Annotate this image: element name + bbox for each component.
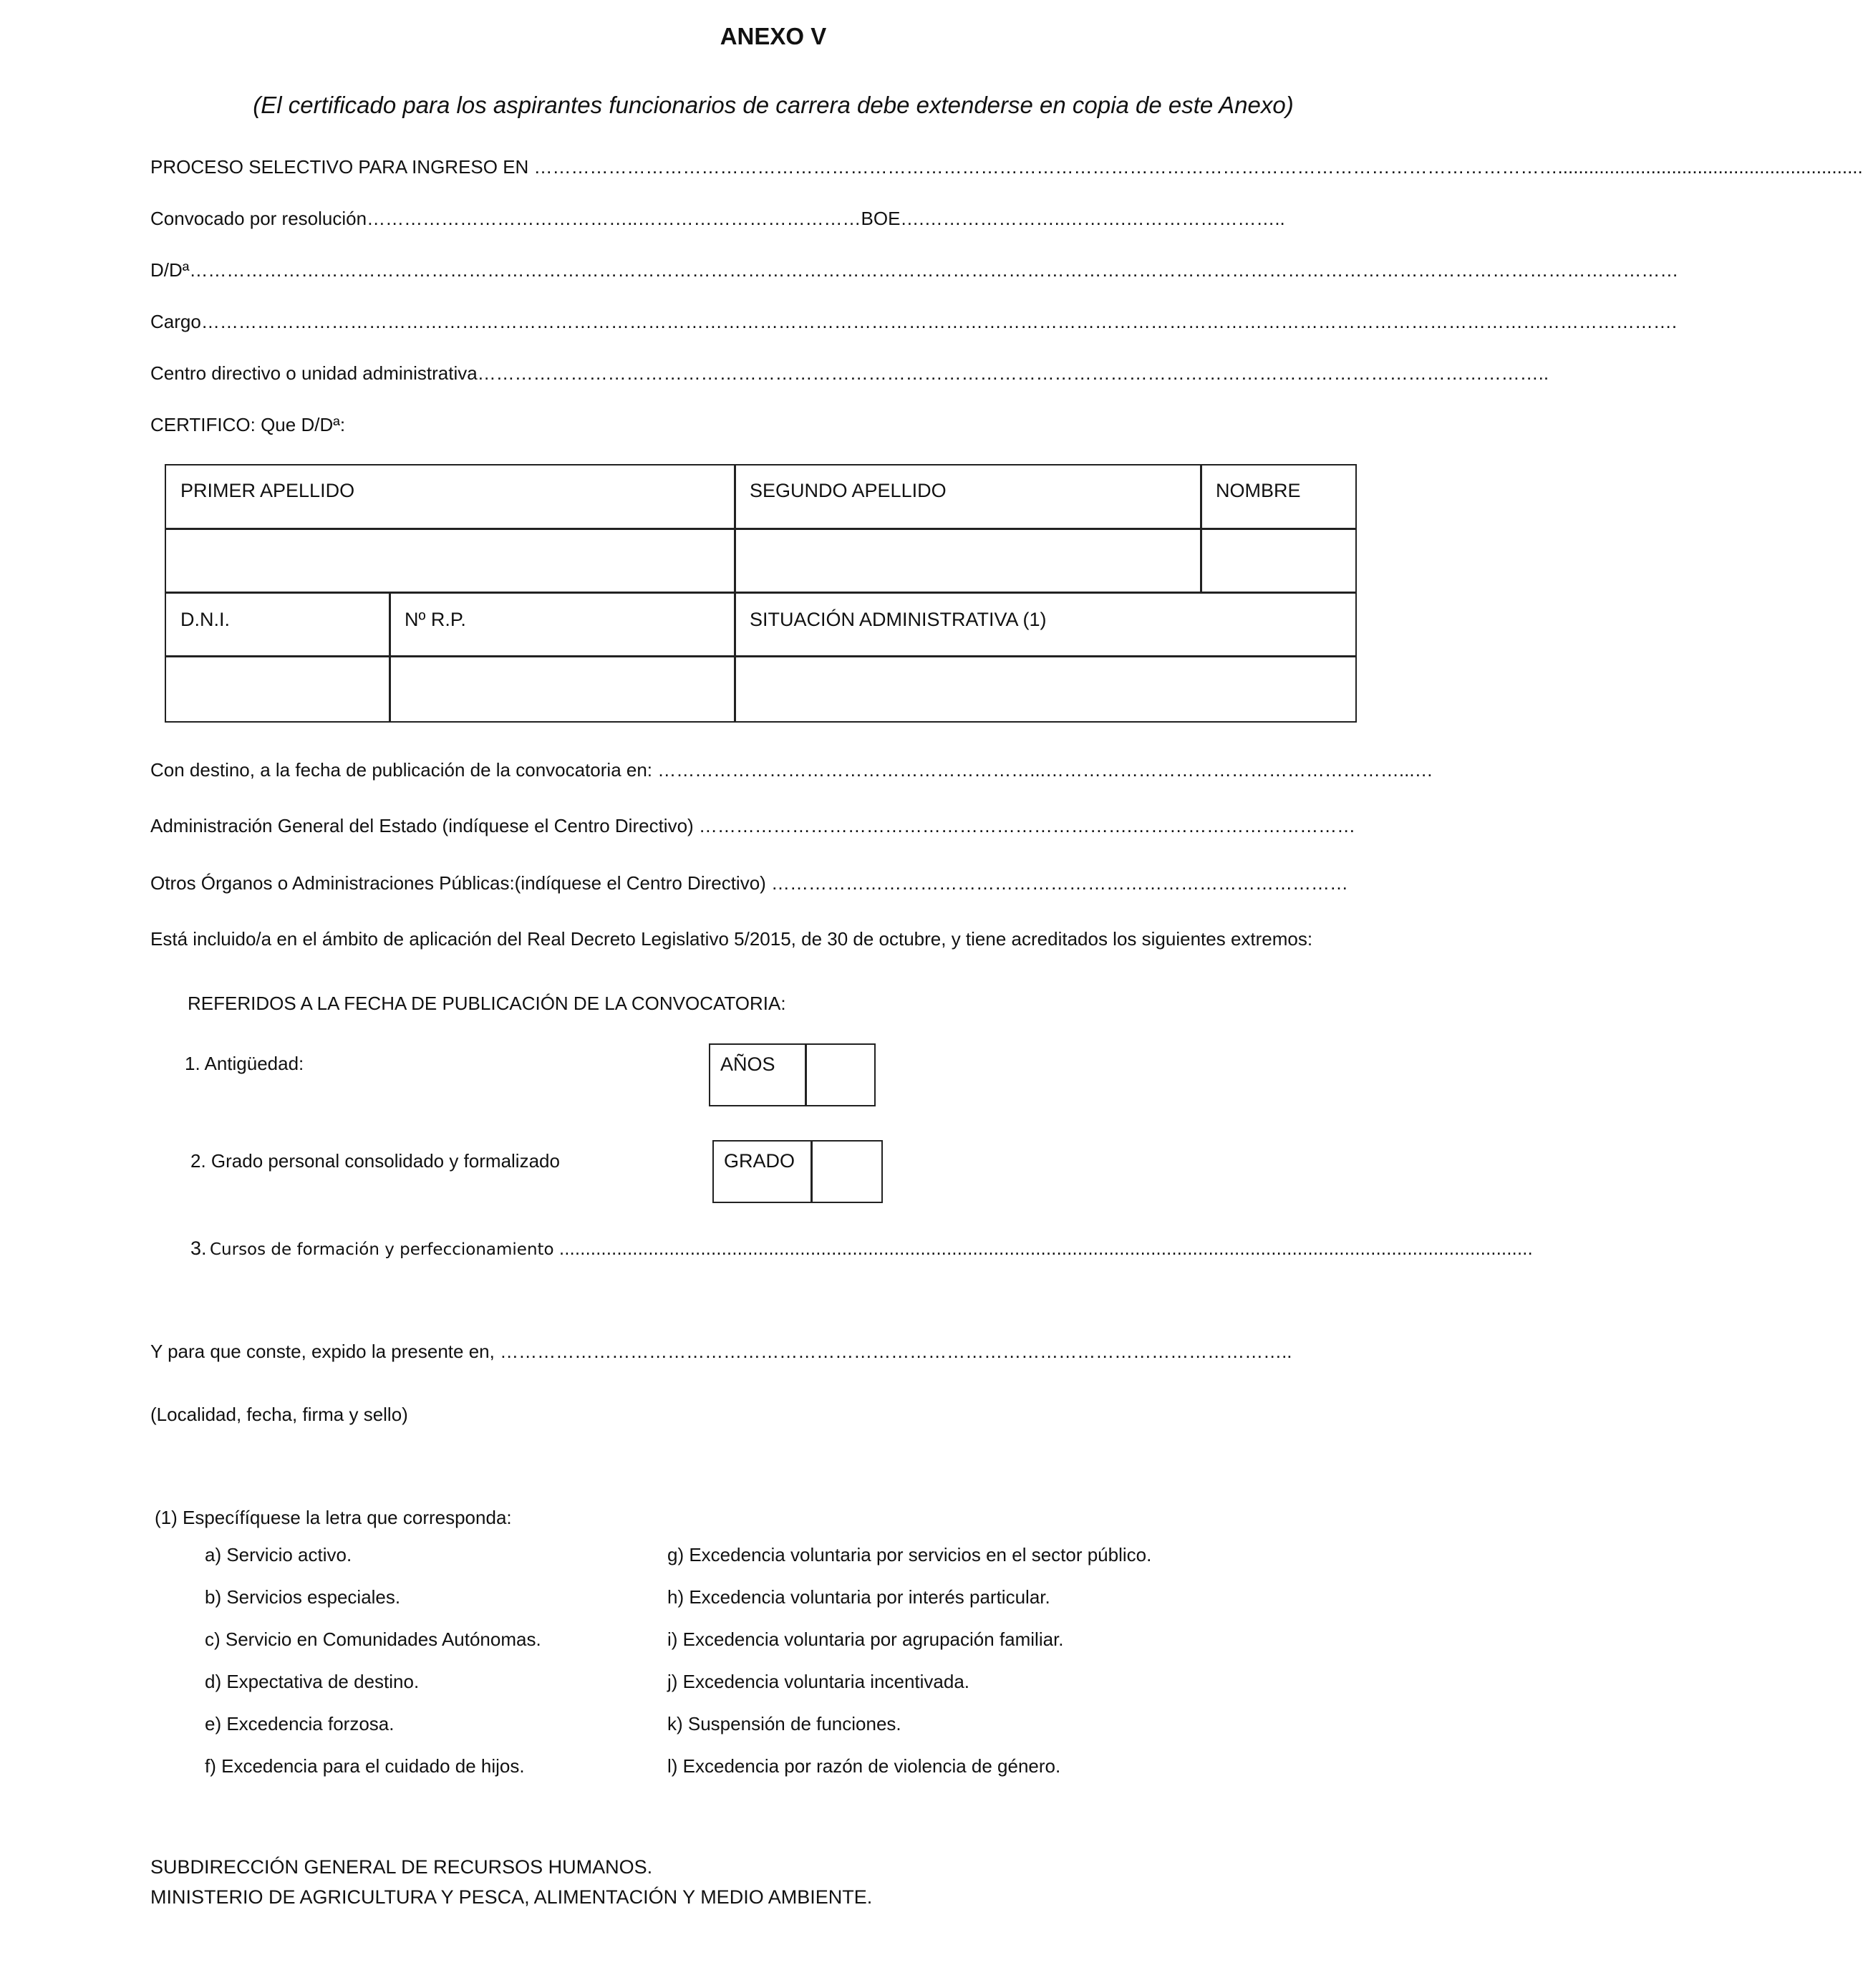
note-item: e) Excedencia forzosa.	[205, 1713, 395, 1734]
cell-primer-apellido	[165, 464, 736, 530]
label-grado: GRADO	[724, 1150, 795, 1172]
text-localidad-fecha-firma: (Localidad, fecha, firma y sello)	[150, 1404, 408, 1425]
text-incluido: Está incluido/a en el ámbito de aplicación del Real Decreto Legislativo 5/2015, de 30 de octubre, y tiene acreditados los siguientes extremos:	[150, 928, 1313, 950]
label-nombre: NOMBRE	[1216, 480, 1301, 501]
input-nombre[interactable]	[1200, 528, 1357, 594]
cursos-label: Cursos de formación y perfeccionamiento ..........................................................................................................................................................................................	[209, 1240, 1533, 1259]
field-dda: D/Dª……………………………………………………………………………………………………………………………………………………………………………………………………………………	[150, 259, 1679, 281]
box-anos-label	[709, 1043, 807, 1106]
label-situacion: SITUACIÓN ADMINISTRATIVA (1)	[750, 609, 1047, 630]
note-item: k) Suspensión de funciones.	[667, 1713, 901, 1734]
label-antiguedad: 1. Antigüedad:	[185, 1053, 304, 1074]
input-situacion[interactable]	[734, 655, 1357, 723]
label-segundo-apellido: SEGUNDO APELLIDO	[750, 480, 947, 501]
page-title: ANEXO V	[720, 23, 827, 49]
field-convocado: Convocado por resolución……………………………………..………………………………BOE….…………………..……….……………………..	[150, 208, 1285, 229]
cell-situacion	[734, 592, 1357, 657]
input-grado[interactable]	[810, 1140, 883, 1203]
field-proceso-selectivo: PROCESO SELECTIVO PARA INGRESO EN …………………………………………………………………………………………………………………………………………………...........................................................	[150, 156, 1863, 178]
box-grado-label	[712, 1140, 813, 1203]
notes-heading: (1) Específíquese la letra que corresponda:	[155, 1507, 512, 1528]
cell-nrp	[389, 592, 736, 657]
input-dni[interactable]	[165, 655, 391, 723]
note-item: h) Excedencia voluntaria por interés particular.	[667, 1586, 1050, 1608]
label-grado-personal: 2. Grado personal consolidado y formalizado	[190, 1150, 560, 1172]
label-anos: AÑOS	[720, 1053, 775, 1075]
input-nrp[interactable]	[389, 655, 736, 723]
cell-dni	[165, 592, 391, 657]
note-item: j) Excedencia voluntaria incentivada.	[667, 1671, 970, 1692]
field-otros-organos: Otros Órganos o Administraciones Públicas:(indíquese el Centro Directivo) …………………………………………………………………………………	[150, 872, 1349, 894]
note-item: c) Servicio en Comunidades Autónomas.	[205, 1628, 541, 1650]
label-primer-apellido: PRIMER APELLIDO	[180, 480, 355, 501]
heading-referidos: REFERIDOS A LA FECHA DE PUBLICACIÓN DE LA CONVOCATORIA:	[188, 993, 786, 1014]
field-cursos	[190, 1237, 1533, 1260]
note-item: a) Servicio activo.	[205, 1544, 352, 1565]
input-anos[interactable]	[805, 1043, 876, 1106]
note-item: g) Excedencia voluntaria por servicios en el sector público.	[667, 1544, 1152, 1565]
cell-segundo-apellido	[734, 464, 1202, 530]
field-cargo: Cargo………………………………………………………………………………………………………………………………………………………………………………………………………………….	[150, 311, 1678, 332]
input-primer-apellido[interactable]	[165, 528, 736, 594]
note-item: i) Excedencia voluntaria por agrupación familiar.	[667, 1628, 1064, 1650]
note-item: b) Servicios especiales.	[205, 1586, 401, 1608]
page-subtitle: (El certificado para los aspirantes funcionarios de carrera debe extenderse en copia de este Anexo)	[253, 92, 1294, 118]
cell-nombre	[1200, 464, 1357, 530]
field-certifico: CERTIFICO: Que D/Dª:	[150, 414, 346, 435]
field-centro-directivo: Centro directivo o unidad administrativa………………………………………………………………………………………………………………………………………………………..	[150, 362, 1549, 384]
note-item: l) Excedencia por razón de violencia de género.	[667, 1755, 1061, 1777]
input-segundo-apellido[interactable]	[734, 528, 1202, 594]
field-expido: Y para que conste, expido la presente en, ………………………………………………………………………………………………………………..	[150, 1341, 1292, 1362]
field-administracion-general: Administración General del Estado (indíquese el Centro Directivo) …………………………………………………………….………………………………	[150, 815, 1356, 836]
note-item: d) Expectativa de destino.	[205, 1671, 420, 1692]
note-item: f) Excedencia para el cuidado de hijos.	[205, 1755, 525, 1777]
footer-ministerio: MINISTERIO DE AGRICULTURA Y PESCA, ALIMENTACIÓN Y MEDIO AMBIENTE.	[150, 1886, 873, 1908]
footer-subdireccion: SUBDIRECCIÓN GENERAL DE RECURSOS HUMANOS.	[150, 1856, 653, 1878]
field-con-destino: Con destino, a la fecha de publicación de la convocatoria en: ……………………………………………………...…………………………………………………...…	[150, 759, 1433, 781]
label-nrp: Nº R.P.	[405, 609, 466, 630]
label-dni: D.N.I.	[180, 609, 231, 630]
cursos-number: 3.	[190, 1237, 207, 1259]
